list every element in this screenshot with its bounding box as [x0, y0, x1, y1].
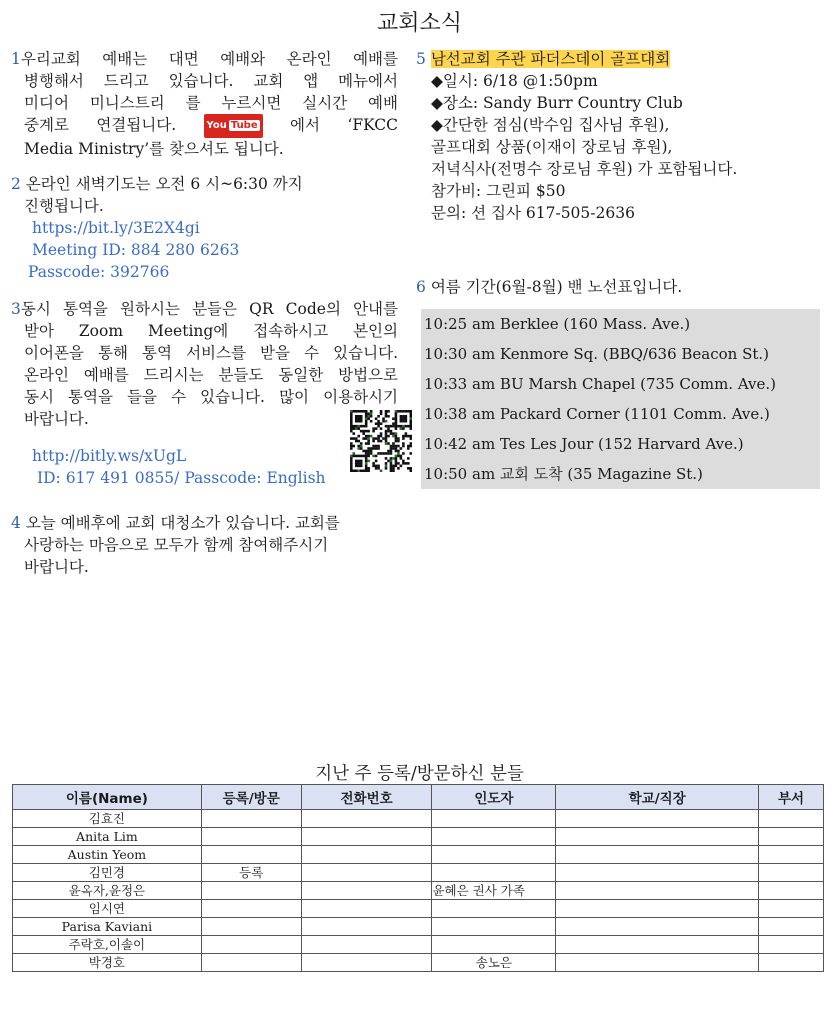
item-number: 2	[11, 175, 21, 193]
passcode: Passcode: 392766	[28, 263, 170, 281]
notice-1-line: 중계로 연결됩니다.	[24, 116, 177, 134]
table-row: 주락호,이솔이	[13, 936, 824, 954]
route-row: 10:25 am Berklee (160 Mass. Ave.)	[424, 315, 691, 333]
table-row: Austin Yeom	[13, 846, 824, 864]
qr-code-icon[interactable]	[350, 410, 412, 472]
col-guide: 인도자	[432, 785, 556, 810]
table-row: Anita Lim	[13, 828, 824, 846]
item-number: 1	[11, 50, 21, 68]
notice-1: 1우리교회 예배는 대면 예배와 온라인 예배를 병행해서 드리고 있습니다. 교회 앱 메뉴에서 미디어 미니스트리 를 누르시면 실시간 예배 중계로 연결됩니다. You Tube 에서 ‘FKCC Media Ministry’를 찾으셔도 됩니다.	[11, 50, 398, 158]
notice-6: 6 여름 기간(6월-8월) 밴 노선표입니다.	[416, 278, 683, 296]
item-number: 3	[11, 300, 21, 318]
route-row: 10:33 am BU Marsh Chapel (735 Comm. Ave.)	[424, 375, 777, 393]
col-phone: 전화번호	[301, 785, 432, 810]
item-number: 4	[11, 514, 21, 532]
col-school: 학교/직장	[556, 785, 759, 810]
route-row: 10:38 am Packard Corner (1101 Comm. Ave.)	[424, 405, 770, 423]
notice-2: 2 온라인 새벽기도는 오전 6 시~6:30 까지 진행됩니다. https://bit.ly/3E2X4gi Meeting ID: 884 280 6263 Passcode: 392766	[11, 173, 398, 283]
meeting-id: Meeting ID: 884 280 6263	[32, 241, 240, 259]
notice-4: 4 오늘 예배후에 교회 대청소가 있습니다. 교회를 사랑하는 마음으로 모두가 함께 참여해주시기 바랍니다.	[11, 514, 340, 576]
prayer-zoom-link[interactable]: https://bit.ly/3E2X4gi	[32, 219, 200, 237]
route-row: 10:42 am Tes Les Jour (152 Harvard Ave.)	[424, 435, 744, 453]
col-dept: 부서	[759, 785, 824, 810]
table-row: Parisa Kaviani	[13, 918, 824, 936]
table-row: 임시연	[13, 900, 824, 918]
notice-1-line: 우리교회 예배는 대면 예배와 온라인 예배를	[20, 50, 398, 68]
notice-5: 5 남선교회 주관 파더스데이 골프대회 ◆일시: 6/18 @1:50pm ◆장소: Sandy Burr Country Club ◆간단한 점심(박수임 집사님 후원), 골프대회 상품(이재이 장로님 후원), 저녁식사(전명수 장로님 후원) 가 포함됩니다. 참가비: 그린피 $50 문의: 션 집사 617-505-2636	[416, 50, 738, 222]
table-row: 박경호 송노은	[13, 954, 824, 972]
col-status: 등록/방문	[201, 785, 301, 810]
visitors-title: 지난 주 등록/방문하신 분들	[315, 764, 524, 784]
table-row: 김효진	[13, 810, 824, 828]
table-row: 김민경 등록	[13, 864, 824, 882]
item-number: 6	[416, 278, 426, 296]
interpretation-id: ID: 617 491 0855/ Passcode: English	[37, 469, 326, 487]
route-row: 10:30 am Kenmore Sq. (BBQ/636 Beacon St.)	[424, 345, 770, 363]
interpretation-zoom-link[interactable]: http://bitly.ws/xUgL	[32, 447, 187, 465]
visitors-table	[12, 784, 824, 972]
table-header-row	[13, 785, 824, 810]
route-row: 10:50 am 교회 도착 (35 Magazine St.)	[424, 465, 703, 483]
page-title: 교회소식	[376, 11, 462, 36]
van-route-table	[421, 309, 820, 489]
golf-heading: 남선교회 주관 파더스데이 골프대회	[430, 50, 671, 68]
table-row: 윤옥자,윤정은 윤혜은 권사 가족	[13, 882, 824, 900]
item-number: 5	[416, 50, 426, 68]
notice-1-line: 병행해서 드리고 있습니다. 교회 앱 메뉴에서	[24, 72, 398, 90]
notice-3: 3동시 통역을 원하시는 분들은 QR Code의 안내를 받아 Zoom Meeting에 접속하시고 본인의 이어폰을 통해 통역 서비스를 받을 수 있습니다. 온라인 예배를 드리시는 분들도 동일한 방법으로 동시 통역을 들을 수 있습니다. 많이 이용하시기 바랍니다.	[11, 300, 398, 428]
col-name: 이름(Name)	[13, 785, 202, 810]
notice-1-line: Media Ministry’를 찾으셔도 됩니다.	[24, 140, 284, 158]
notice-1-line: 미디어 미니스트리 를 누르시면 실시간 예배	[24, 94, 398, 112]
youtube-logo[interactable]: You Tube	[204, 114, 263, 138]
